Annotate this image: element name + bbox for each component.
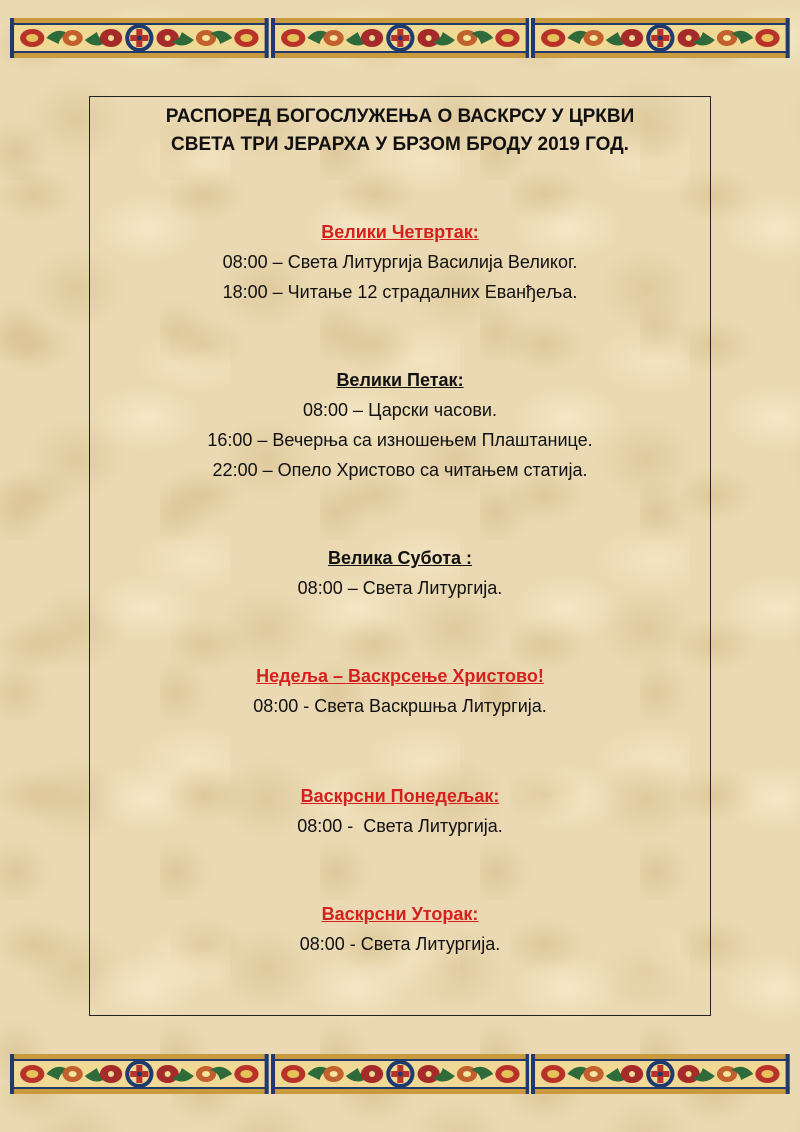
service-line: 08:00 – Царски часови. bbox=[303, 400, 497, 420]
day-heading-great-friday: Велики Петак: bbox=[336, 370, 464, 390]
ornament-segment bbox=[10, 1054, 269, 1094]
bottom-ornamental-border bbox=[10, 1054, 790, 1094]
ornament-segment bbox=[271, 18, 530, 58]
day-heading-great-saturday: Велика Субота : bbox=[327, 548, 473, 568]
service-line: 08:00 - Света Литургија. bbox=[299, 934, 501, 954]
day-heading-great-thursday: Велики Четвртак: bbox=[321, 222, 479, 242]
service-line: 08:00 – Света Литургија Василија Великог. bbox=[222, 252, 578, 272]
service-line: 18:00 – Читање 12 страдалних Еванђеља. bbox=[222, 282, 578, 302]
day-heading-easter-tuesday: Васкрсни Уторак: bbox=[321, 904, 479, 924]
service-line: 16:00 – Вечерња са изношењем Плаштанице. bbox=[207, 430, 593, 450]
ornament-segment bbox=[531, 18, 790, 58]
ornament-segment bbox=[531, 1054, 790, 1094]
service-line: 08:00 – Света Литургија. bbox=[297, 578, 503, 598]
service-line: 08:00 - Света Литургија. bbox=[297, 816, 503, 836]
service-line: 22:00 – Опело Христово са читањем статија. bbox=[212, 460, 588, 480]
page-title-line-2: СВЕТА ТРИ ЈЕРАРХА У БРЗОМ БРОДУ 2019 ГОД. bbox=[171, 134, 629, 155]
ornament-segment bbox=[271, 1054, 530, 1094]
service-line: 08:00 - Света Васкршња Литургија. bbox=[253, 696, 547, 716]
page-title-line-1: РАСПОРЕД БОГОСЛУЖЕЊА О ВАСКРСУ У ЦРКВИ bbox=[165, 106, 635, 127]
day-heading-easter-monday: Васкрсни Понедељак: bbox=[300, 786, 500, 806]
day-heading-easter-sunday: Недеља – Васкрсење Христово! bbox=[256, 666, 544, 686]
top-ornamental-border bbox=[10, 18, 790, 58]
ornament-segment bbox=[10, 18, 269, 58]
schedule-frame bbox=[89, 96, 711, 1016]
